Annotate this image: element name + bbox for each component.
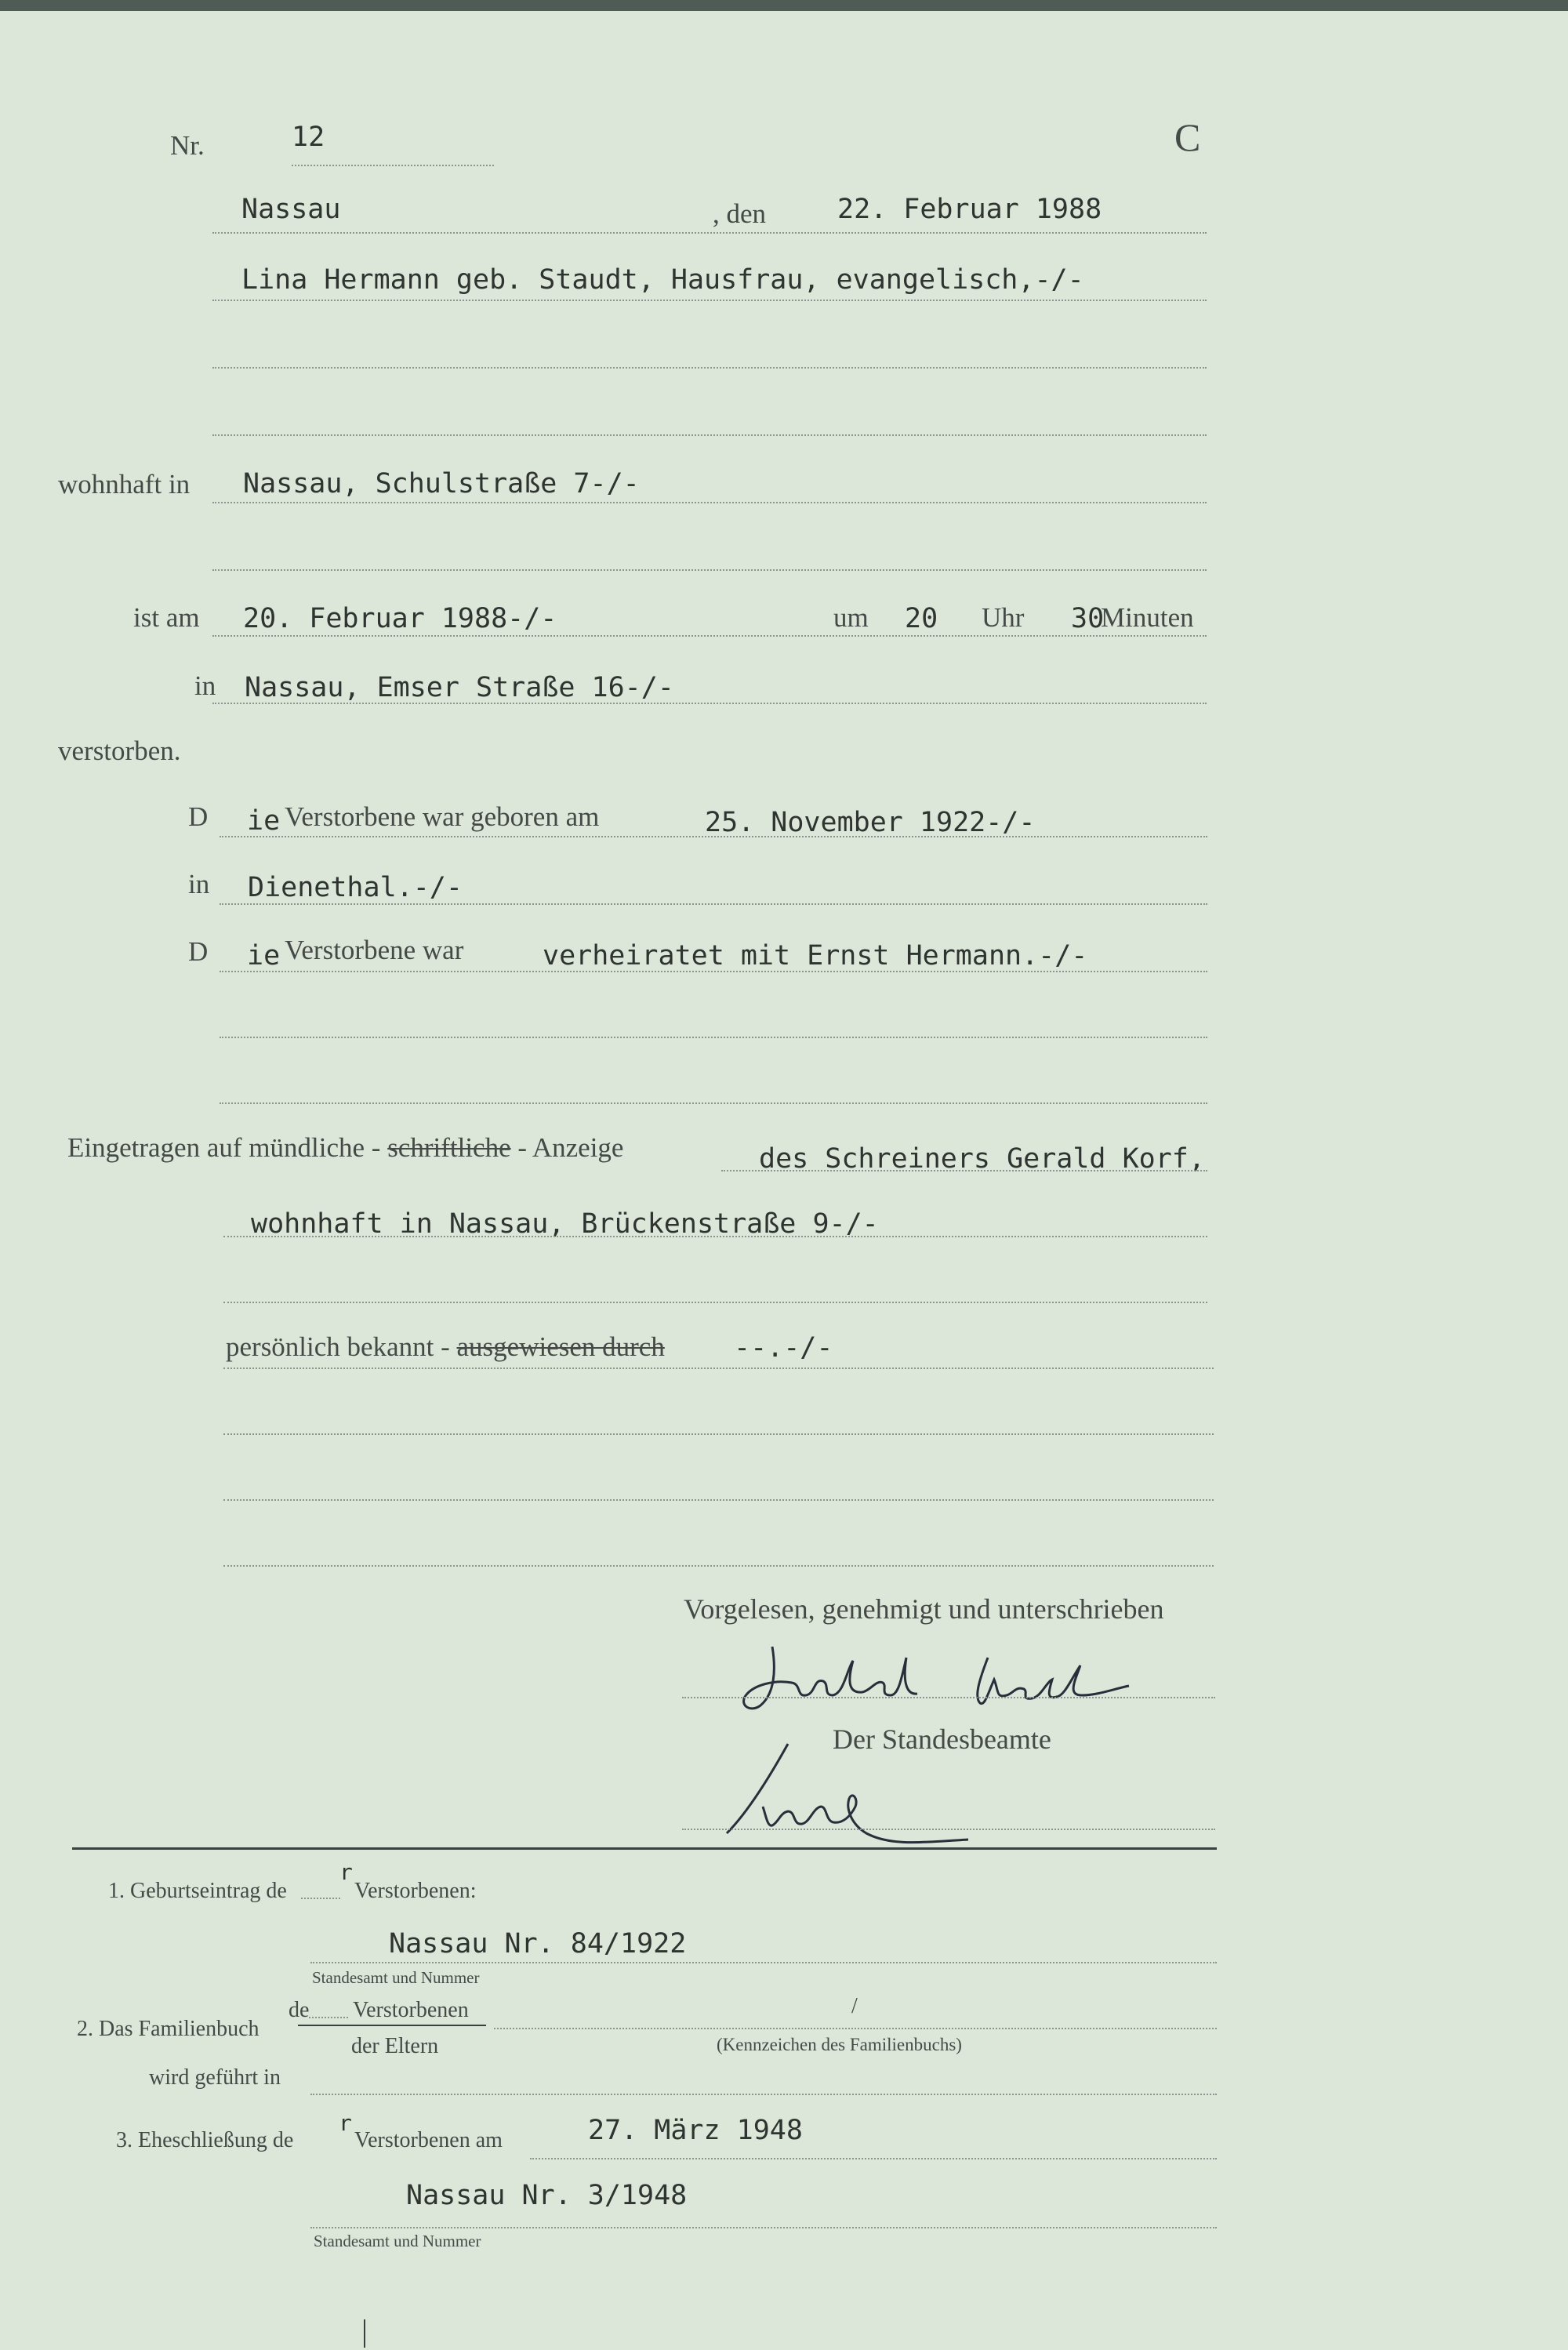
footer-item3-date-line — [530, 2158, 1217, 2159]
registration-label-prefix: Eingetragen auf mündliche - — [67, 1132, 388, 1163]
footer-divider — [72, 1847, 1217, 1850]
bottom-edge-mark — [364, 2319, 365, 2348]
informant-signature-line — [682, 1697, 1215, 1698]
footer-item1-line — [310, 1962, 1217, 1963]
verstorben-label: verstorben. — [58, 736, 181, 766]
person-line-1: Lina Hermann geb. Staudt, Hausfrau, evangelisch,-/- — [241, 264, 1084, 296]
nr-label: Nr. — [170, 130, 205, 161]
uhr-label: Uhr — [982, 602, 1025, 633]
registration-value-2: wohnhaft in Nassau, Brückenstraße 9-/- — [251, 1208, 879, 1240]
known-label — [226, 1333, 665, 1360]
registrar-label: Der Standesbeamte — [833, 1723, 1051, 1755]
footer-item2-label: 2. Das Familienbuch — [77, 2017, 260, 2041]
blank-line-7 — [223, 1433, 1214, 1435]
footer-item2-slash: / — [851, 1994, 858, 2018]
registration-label — [67, 1134, 623, 1161]
birth-date: 25. November 1922-/- — [705, 807, 1036, 838]
blank-line-9 — [223, 1565, 1214, 1567]
footer-item2-wird-line — [310, 2094, 1217, 2095]
death-minutes: 30 — [1071, 603, 1105, 634]
minuten-label: Minuten — [1101, 602, 1194, 633]
footer-item1-suffix: Verstorbenen: — [354, 1879, 477, 1903]
marital-value: verheiratet mit Ernst Hermann.-/- — [543, 940, 1088, 972]
footer-item3-line — [310, 2227, 1217, 2228]
person-line — [212, 300, 1207, 301]
marital-d-label: D — [188, 936, 209, 967]
footer-item1-sub: Standesamt und Nummer — [312, 1968, 480, 1987]
birth-place-line — [220, 903, 1207, 905]
death-hour: 20 — [905, 603, 938, 634]
death-in-label: in — [194, 670, 216, 701]
registrar-signature — [717, 1741, 984, 1854]
footer-item1-r: r — [339, 1859, 353, 1885]
death-place-line — [212, 703, 1207, 704]
footer-item3-suffix: Verstorbenen am — [354, 2128, 503, 2152]
death-place: Nassau, Emser Straße 16-/- — [245, 672, 674, 703]
registration-label-suffix: - Anzeige — [510, 1132, 624, 1163]
registration-line-1 — [721, 1170, 1207, 1171]
read-approved-label: Vorgelesen, genehmigt und unterschrieben — [684, 1593, 1164, 1625]
footer-item3-value: Nassau Nr. 3/1948 — [406, 2180, 688, 2211]
footer-item3-label: 3. Eheschließung de — [116, 2128, 294, 2152]
known-label-prefix: persönlich bekannt - — [226, 1331, 457, 1362]
ist-am-label: ist am — [133, 602, 200, 633]
birth-place: Dienethal.-/- — [248, 872, 463, 903]
footer-item3-date: 27. März 1948 — [588, 2115, 803, 2146]
footer-item2-fraction-line — [298, 2025, 486, 2026]
footer-item2-eltern: der Eltern — [351, 2034, 439, 2058]
nr-line — [292, 165, 494, 166]
blank-line-5 — [220, 1102, 1207, 1104]
footer-item1-value: Nassau Nr. 84/1922 — [389, 1928, 687, 1960]
top-edge-band — [0, 0, 1568, 11]
footer-item2-kennzeichen: (Kennzeichen des Familienbuchs) — [717, 2035, 962, 2054]
residence-line — [212, 502, 1207, 503]
known-label-struck: ausgewiesen durch — [456, 1331, 665, 1362]
blank-line-2 — [212, 434, 1207, 436]
birth-d-label: D — [188, 801, 209, 832]
known-line — [223, 1368, 1214, 1369]
blank-line-8 — [223, 1499, 1214, 1501]
blank-line-6 — [223, 1302, 1207, 1303]
footer-item1-label: 1. Geburtseintrag de — [108, 1879, 287, 1903]
residence-label: wohnhaft in — [58, 469, 191, 499]
place-date-line — [212, 232, 1207, 234]
blank-line-1 — [212, 367, 1207, 369]
birth-in-label: in — [188, 869, 210, 899]
death-time-line — [212, 635, 1207, 637]
nr-value: 12 — [292, 122, 325, 153]
marital-ie-value: ie — [247, 940, 281, 972]
den-label: , den — [713, 198, 767, 229]
footer-item3-sub: Standesamt und Nummer — [314, 2232, 481, 2250]
registration-label-struck: schriftliche — [387, 1132, 511, 1163]
known-value: --.-/- — [734, 1332, 833, 1364]
geboren-label: Verstorbene war geboren am — [285, 801, 600, 832]
footer-item2-wird: wird geführt in — [149, 2065, 281, 2090]
registrar-signature-line — [682, 1829, 1215, 1830]
registration-line-2 — [223, 1236, 1207, 1237]
um-label: um — [833, 602, 869, 633]
blank-line-3 — [212, 569, 1207, 571]
footer-item3-r: r — [339, 2110, 352, 2136]
footer-item2-de: de — [289, 1998, 310, 2022]
birth-date-line — [220, 836, 1207, 837]
place-value: Nassau — [241, 194, 341, 225]
footer-item2-de-blank — [309, 2017, 348, 2018]
death-date: 20. Februar 1988-/- — [243, 603, 557, 634]
footer-item2-line — [494, 2028, 1217, 2029]
residence-value: Nassau, Schulstraße 7-/- — [243, 468, 640, 499]
birth-ie-value: ie — [247, 805, 281, 837]
footer-item2-verstorbenen: Verstorbenen — [353, 1998, 469, 2022]
marital-war-label: Verstorbene war — [285, 935, 464, 965]
form-letter: C — [1174, 115, 1201, 159]
certificate-paper — [0, 11, 1568, 2350]
registration-value-1: des Schreiners Gerald Korf, — [759, 1143, 1205, 1175]
blank-line-4 — [220, 1037, 1207, 1038]
informant-signature — [729, 1631, 1168, 1721]
footer-item1-blank — [301, 1898, 340, 1899]
marital-line — [220, 971, 1207, 972]
date-value: 22. Februar 1988 — [837, 194, 1102, 225]
